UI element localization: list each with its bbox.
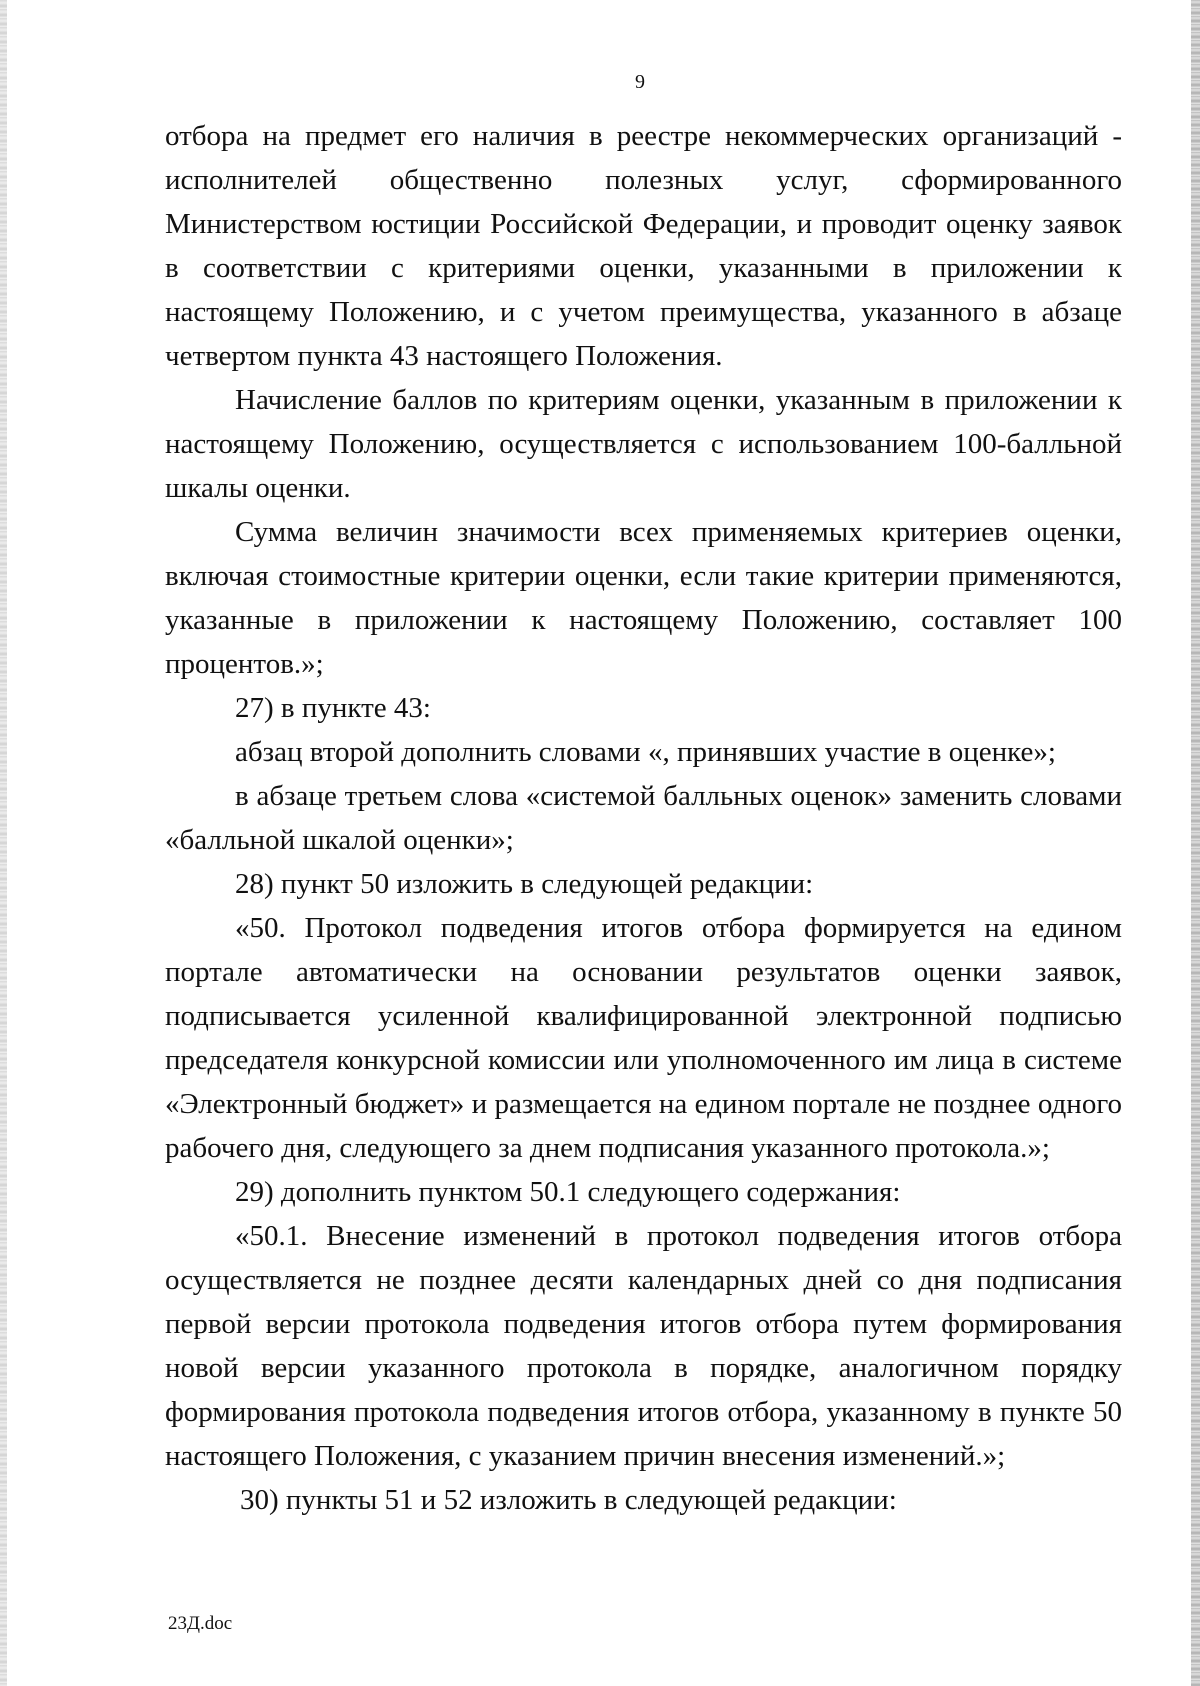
scan-edge-left (0, 0, 7, 1686)
item-50-text: «50. Протокол подведения итогов отбора формируется на едином портале автоматически на основании результатов оценки заявок, подписывается усиленной квалифицированной электронной подписью председателя конкурсной комиссии или уполномоченного им лица в системе «Электронный бюджет» и размещается на едином портале не позднее одного рабочего дня, следующего за днем подписания указанного протокола.»; (165, 912, 1122, 1164)
scan-edge-right (1191, 0, 1200, 1686)
item-29-heading: 29) дополнить пунктом 50.1 следующего содержания: (235, 1176, 901, 1208)
footer-filename: 23Д.doc (168, 1613, 233, 1634)
item-27-third-paragraph: в абзаце третьем слова «системой балльных оценок» заменить словами «балльной шкалой оценки»; (165, 780, 1122, 856)
item-50-1-text: «50.1. Внесение изменений в протокол подведения итогов отбора осуществляется не позднее десяти календарных дней со дня подписания первой версии протокола подведения итогов отбора путем формирования новой версии указанного протокола в порядке, аналогичном порядку формирования протокола подведения итогов отбора, указанному в пункте 50 настоящего Положения, с указанием причин внесения изменений.»; (165, 1220, 1122, 1472)
item-28-heading: 28) пункт 50 изложить в следующей редакции: (235, 868, 814, 900)
item-30-heading: 30) пункты 51 и 52 изложить в следующей редакции: (240, 1484, 897, 1516)
item-27-second-paragraph: абзац второй дополнить словами «, принявших участие в оценке»; (235, 736, 1056, 768)
paragraph-scoring: Начисление баллов по критериям оценки, указанным в приложении к настоящему Положению, осуществляется с использованием 100-балльной шкалы оценки. (165, 384, 1122, 504)
page-number: 9 (635, 71, 645, 93)
paragraph-criteria-sum: Сумма величин значимости всех применяемых критериев оценки, включая стоимостные критерии оценки, если такие критерии применяются, указанные в приложении к настоящему Положению, составляет 100 процентов.»; (165, 516, 1122, 680)
paragraph-continuation: отбора на предмет его наличия в реестре некоммерческих организаций - исполнителей общественно полезных услуг, сформированного Министерством юстиции Российской Федерации, и проводит оценку заявок в соответствии с критериями оценки, указанными в приложении к настоящему Положению, и с учетом преимущества, указанного в абзаце четвертом пункта 43 настоящего Положения. (165, 120, 1122, 372)
item-27-heading: 27) в пункте 43: (235, 692, 431, 724)
document-body (165, 114, 1122, 1522)
